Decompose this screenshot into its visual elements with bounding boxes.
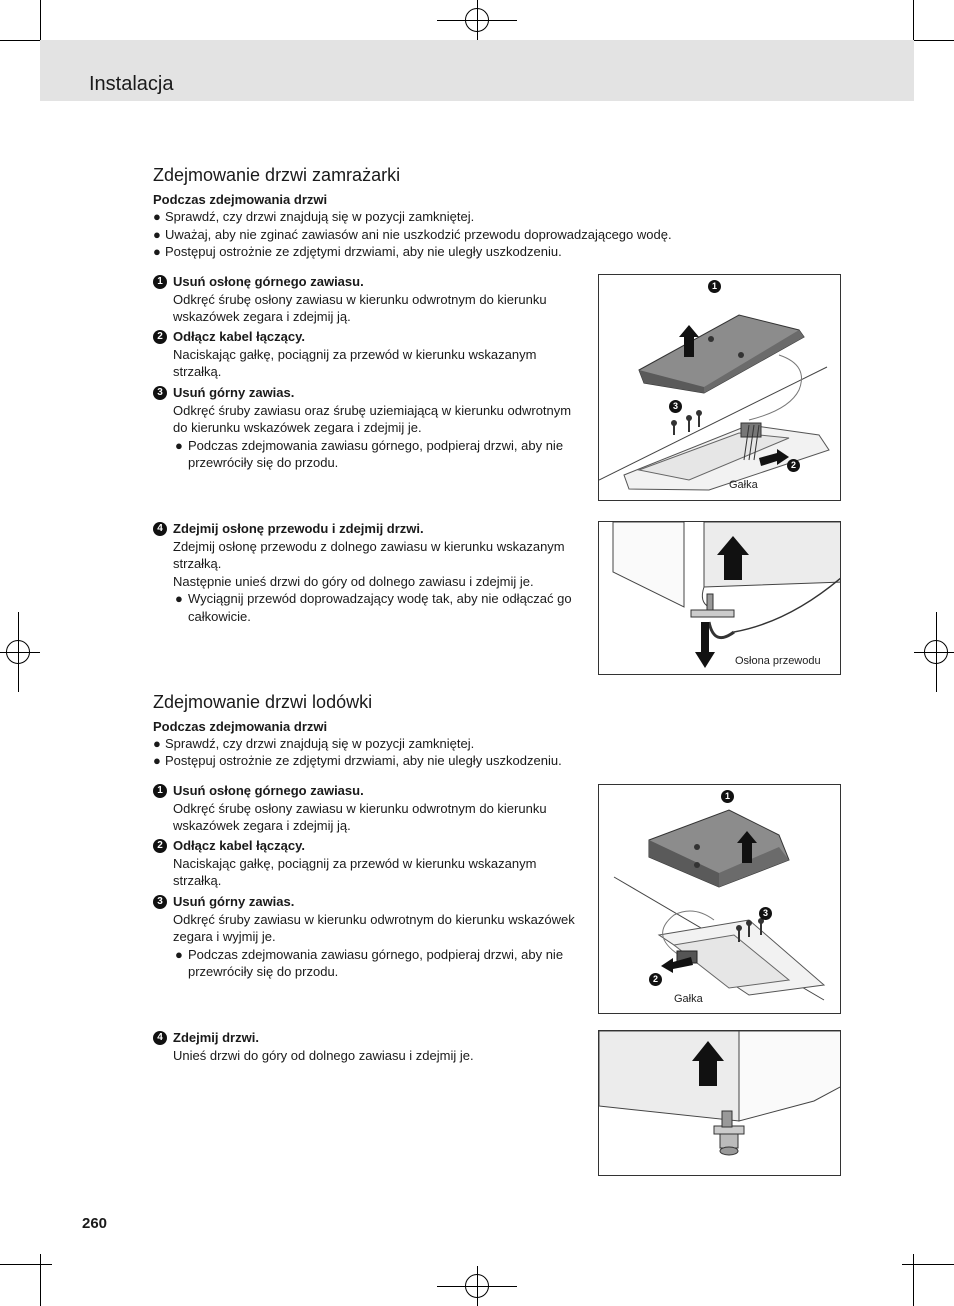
callout-2: 2: [649, 973, 662, 986]
fridge-step-3: 3 Usuń górny zawias. Odkręć śruby zawiasu w kierunku odwrotnym do kierunku wskazówek zegara i wyjmij je. ● Podczas zdejmowania zawiasu górnego, podpieraj drzwi, aby nie przewróciły się do przodu.: [153, 893, 583, 981]
fridge-bullet: ● Sprawdź, czy drzwi znajdują się w pozycji zamkniętej.: [153, 736, 475, 751]
registration-line: [0, 652, 40, 653]
cable-cover-label: Osłona przewodu: [735, 655, 821, 667]
door-lift-illustration: [599, 1031, 841, 1176]
figure-freezer-upper-hinge: [598, 274, 841, 501]
figure-freezer-lower-hinge: [598, 521, 841, 675]
callout-1: 1: [708, 280, 721, 293]
hinge-cover-illustration: [599, 785, 841, 1014]
freezer-bullet: ● Postępuj ostrożnie ze zdjętymi drzwiami, aby nie uległy uszkodzeniu.: [153, 244, 562, 259]
callout-3: 3: [759, 907, 772, 920]
crop-mark: [40, 1254, 41, 1306]
registration-line: [477, 0, 478, 40]
registration-line: [936, 612, 937, 692]
freezer-bullet: ● Sprawdź, czy drzwi znajdują się w pozycji zamkniętej.: [153, 209, 475, 224]
freezer-bullet: ● Uważaj, aby nie zginać zawiasów ani nie uszkodzić przewodu doprowadzającego wodę.: [153, 227, 672, 242]
hinge-cover-illustration: [599, 275, 841, 501]
registration-line: [18, 612, 19, 692]
crop-mark: [902, 1264, 954, 1265]
page-number: 260: [82, 1215, 108, 1232]
header-band: [40, 40, 914, 101]
fridge-step-4: 4 Zdejmij drzwi. Unieś drzwi do góry od dolnego zawiasu i zdejmij je.: [153, 1029, 583, 1064]
freezer-step-2: 2 Odłącz kabel łączący. Naciskając gałkę, pociągnij za przewód w kierunku wskazanym strzałką.: [153, 328, 583, 381]
fridge-step-2: 2 Odłącz kabel łączący. Naciskając gałkę, pociągnij za przewód w kierunku wskazanym strzałką.: [153, 837, 583, 890]
registration-line: [477, 1266, 478, 1306]
knob-label: Gałka: [729, 479, 758, 491]
freezer-step-1: 1 Usuń osłonę górnego zawiasu. Odkręć śrubę osłony zawiasu w kierunku odwrotnym do kierunku wskazówek zegara i zdejmij ją.: [153, 273, 583, 326]
callout-1: 1: [721, 790, 734, 803]
fridge-step-1: 1 Usuń osłonę górnego zawiasu. Odkręć śrubę osłony zawiasu w kierunku odwrotnym do kierunku wskazówek zegara i zdejmij ją.: [153, 782, 583, 835]
callout-3: 3: [669, 400, 682, 413]
figure-fridge-lower-hinge: [598, 1030, 841, 1176]
section-title-fridge: Zdejmowanie drzwi lodówki: [153, 692, 373, 712]
freezer-lead: Podczas zdejmowania drzwi: [153, 192, 328, 207]
freezer-step-3: 3 Usuń górny zawias. Odkręć śruby zawiasu oraz śrubę uziemiającą w kierunku odwrotnym do kierunku wskazówek zegara i zdejmij je. ● Podczas zdejmowania zawiasu górnego, podpieraj drzwi, aby nie przewróciły się do przodu.: [153, 384, 583, 472]
page-title: Instalacja: [89, 73, 174, 95]
freezer-step-4: 4 Zdejmij osłonę przewodu i zdejmij drzwi. Zdejmij osłonę przewodu z dolnego zawiasu w kierunku wskazanym strzałką. Następnie unieś drzwi do góry od dolnego zawiasu i zdejmij je. ● Wyciągnij przewód doprowadzający wodę tak, aby nie odłączać go całkowicie.: [153, 520, 583, 625]
crop-mark: [0, 1264, 52, 1265]
door-lift-illustration: [599, 522, 841, 675]
fridge-bullet: ● Postępuj ostrożnie ze zdjętymi drzwiami, aby nie uległy uszkodzeniu.: [153, 753, 562, 768]
section-title-freezer: Zdejmowanie drzwi zamrażarki: [153, 165, 401, 185]
registration-line: [914, 652, 954, 653]
crop-mark: [913, 1254, 914, 1306]
callout-2: 2: [787, 459, 800, 472]
knob-label: Gałka: [674, 993, 703, 1005]
figure-fridge-upper-hinge: [598, 784, 841, 1014]
fridge-lead: Podczas zdejmowania drzwi: [153, 719, 328, 734]
